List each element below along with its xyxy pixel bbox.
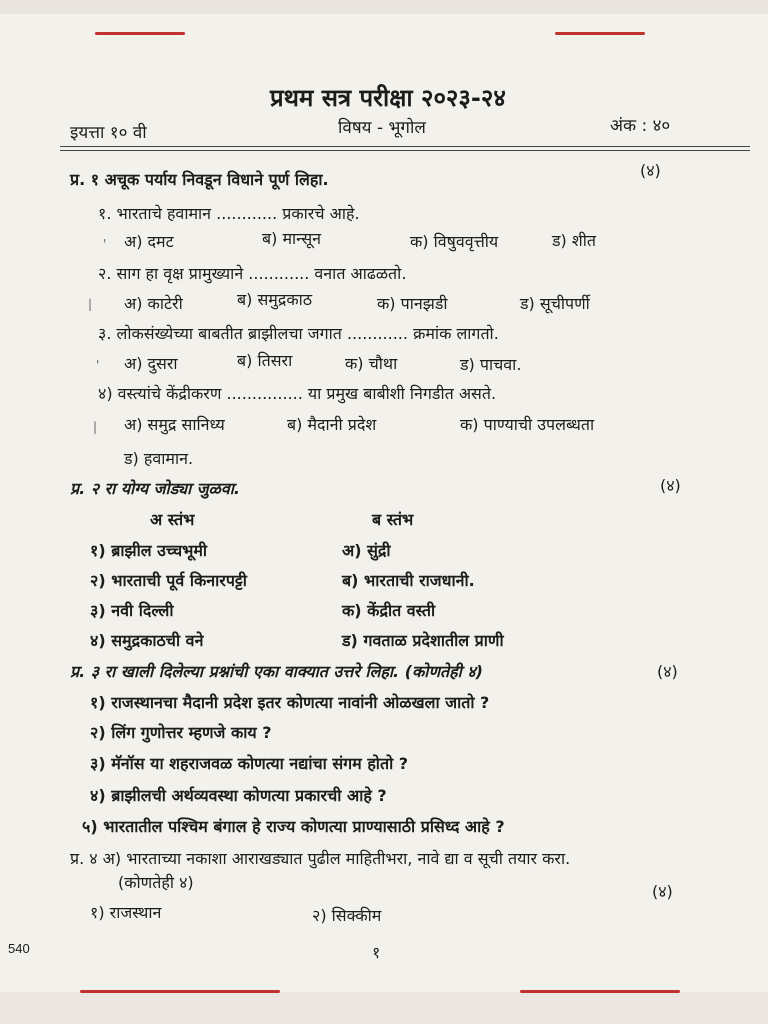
q1-heading: प्र. १ अचूक पर्याय निवडून विधाने पूर्ण लिहा. xyxy=(70,170,329,189)
q4-item-2: २) सिक्कीम xyxy=(312,906,382,925)
q2-row-1-b: अ) सुंद्री xyxy=(342,541,391,560)
q4-marks: (४) xyxy=(652,882,673,901)
margin-tick: | xyxy=(93,420,98,434)
q2-column-b-header: ब स्तंभ xyxy=(372,510,414,529)
q1-item-1-option-a: अ) दमट xyxy=(124,232,174,251)
q1-item-3-option-c: क) चौथा xyxy=(345,354,398,373)
page-top-edge xyxy=(0,0,768,14)
q2-row-1-a: १) ब्राझील उच्चभूमी xyxy=(90,541,208,560)
q1-item-2-stem: २. साग हा वृक्ष प्रामुख्याने ............ वनात आढळतो. xyxy=(98,264,407,283)
margin-tick: ' xyxy=(96,358,100,372)
q3-item-3: ३) मॅनॉस या शहराजवळ कोणत्या नद्यांचा संगम होतो ? xyxy=(90,754,409,773)
q2-row-4-a: ४) समुद्रकाठची वने xyxy=(90,631,204,650)
q3-item-4: ४) ब्राझीलची अर्थव्यवस्था कोणत्या प्रकारची आहे ? xyxy=(90,786,387,805)
q2-row-3-b: क) केंद्रीत वस्ती xyxy=(342,601,436,620)
q4-item-1: १) राजस्थान xyxy=(90,903,162,922)
q1-item-2-option-c: क) पानझडी xyxy=(377,294,448,313)
q1-item-3-stem: ३. लोकसंख्येच्या बाबतीत ब्राझीलचा जगात ............ क्रमांक लागतो. xyxy=(98,324,499,343)
scan-code: 540 xyxy=(8,941,30,956)
q1-item-4-option-a: अ) समुद्र सानिध्य xyxy=(124,415,225,434)
page-bottom-edge xyxy=(0,992,768,1024)
header-rule xyxy=(60,146,750,147)
q1-item-4-option-c: क) पाण्याची उपलब्धता xyxy=(460,415,595,434)
q1-item-1-option-b: ब) मान्सून xyxy=(262,229,322,248)
q1-item-4-stem: ४) वस्त्यांचे केंद्रीकरण ............... या प्रमुख बाबीशी निगडीत असते. xyxy=(98,384,497,403)
q2-row-3-a: ३) नवी दिल्ली xyxy=(90,601,174,620)
q1-item-4-option-d: ड) हवामान. xyxy=(124,449,194,468)
q1-item-3-option-b: ब) तिसरा xyxy=(237,351,293,370)
q1-item-2-option-b: ब) समुद्रकाठ xyxy=(237,290,313,309)
q2-heading: प्र. २ रा योग्य जोड्या जुळवा. xyxy=(70,479,240,498)
q1-marks: (४) xyxy=(640,161,661,180)
q1-item-1-option-c: क) विषुववृत्तीय xyxy=(410,232,499,251)
q2-row-2-b: ब) भारताची राजधानी. xyxy=(342,571,475,590)
exam-title: प्रथम सत्र परीक्षा २०२३-२४ xyxy=(270,84,506,112)
q3-item-5: ५) भारतातील पश्चिम बंगाल हे राज्य कोणत्या प्राण्यासाठी प्रसिध्द आहे ? xyxy=(82,817,505,836)
q2-marks: (४) xyxy=(660,476,681,495)
q3-marks: (४) xyxy=(657,662,678,681)
q1-item-1-option-d: ड) शीत xyxy=(552,231,597,250)
q1-item-3-option-d: ड) पाचवा. xyxy=(460,355,522,374)
margin-tick: ' xyxy=(103,237,107,251)
q1-item-4-option-b: ब) मैदानी प्रदेश xyxy=(287,415,377,434)
q1-item-1-stem: १. भारताचे हवामान ............ प्रकारचे आहे. xyxy=(98,204,360,223)
q2-row-2-a: २) भारताची पूर्व किनारपट्टी xyxy=(90,571,247,590)
red-mark xyxy=(520,990,680,993)
subject-label: विषय - भूगोल xyxy=(338,118,426,138)
red-mark xyxy=(555,32,645,35)
q1-item-3-option-a: अ) दुसरा xyxy=(124,354,178,373)
class-label: इयत्ता १० वी xyxy=(70,123,147,143)
page-number: १ xyxy=(372,943,381,962)
q1-item-2-option-a: अ) काटेरी xyxy=(124,294,183,313)
q1-item-2-option-d: ड) सूचीपर्णी xyxy=(520,294,590,313)
q4-heading: प्र. ४ अ) भारताच्या नकाशा आराखड्यात पुढील माहितीभरा, नावे द्या व सूची तयार करा. xyxy=(70,849,571,868)
red-mark xyxy=(95,32,185,35)
margin-tick: | xyxy=(88,297,93,311)
q3-heading: प्र. ३ रा खाली दिलेल्या प्रश्नांची एका वाक्यात उत्तरे लिहा. (कोणतेही ४) xyxy=(70,662,483,681)
q4-subheading: (कोणतेही ४) xyxy=(118,873,194,892)
q2-row-4-b: ड) गवताळ प्रदेशातील प्राणी xyxy=(342,631,504,650)
total-marks: अंक : ४० xyxy=(610,116,671,136)
q2-column-a-header: अ स्तंभ xyxy=(150,510,195,529)
q3-item-1: १) राजस्थानचा मैदानी प्रदेश इतर कोणत्या नावांनी ओळखला जातो ? xyxy=(90,693,490,712)
header-rule xyxy=(60,150,750,151)
q3-item-2: २) लिंग गुणोत्तर म्हणजे काय ? xyxy=(90,723,272,742)
red-mark xyxy=(80,990,280,993)
